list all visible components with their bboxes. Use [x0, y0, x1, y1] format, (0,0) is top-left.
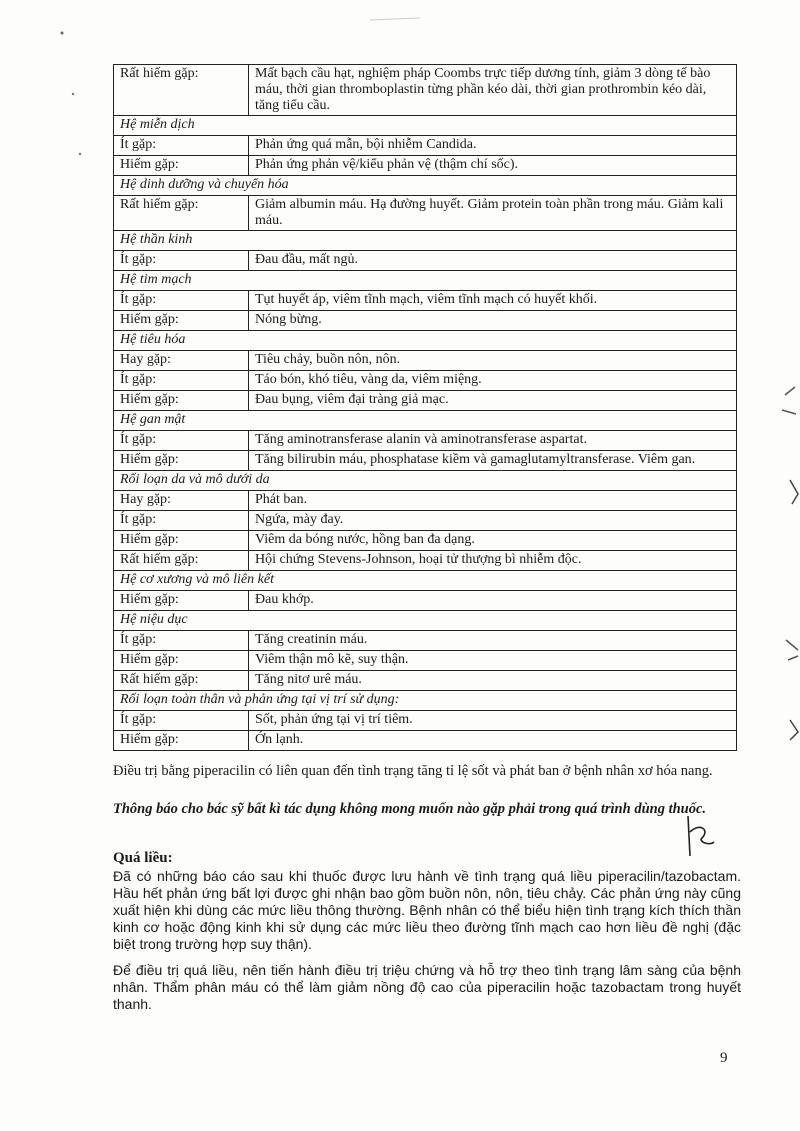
table-section-row: [114, 231, 737, 251]
section-title: Rối loạn da và mô dưới da: [114, 471, 737, 491]
frequency-cell: Ít gặp:: [114, 291, 249, 311]
section-title: Hệ tiêu hóa: [114, 331, 737, 351]
table-row: [114, 156, 737, 176]
table-section-row: [114, 176, 737, 196]
effect-description-cell: Mất bạch cầu hạt, nghiệm pháp Coombs trực tiếp dương tính, giảm 3 dòng tế bào máu, thời gian thromboplastin từng phần kéo dài, thời gian prothrombin kéo dài, tăng tiểu cầu.: [249, 65, 737, 116]
table-row: [114, 731, 737, 751]
frequency-cell: Hay gặp:: [114, 351, 249, 371]
table-section-row: [114, 611, 737, 631]
adverse-effects-table: [113, 64, 737, 751]
effect-description-cell: Tụt huyết áp, viêm tĩnh mạch, viêm tĩnh mạch có huyết khối.: [249, 291, 737, 311]
section-title: Hệ tim mạch: [114, 271, 737, 291]
frequency-cell: Rất hiếm gặp:: [114, 551, 249, 571]
table-section-row: [114, 471, 737, 491]
table-section-row: [114, 691, 737, 711]
table-row: [114, 591, 737, 611]
effect-description-cell: Phát ban.: [249, 491, 737, 511]
table-row: [114, 196, 737, 231]
effect-description-cell: Đau khớp.: [249, 591, 737, 611]
signature-mark: [680, 812, 720, 862]
frequency-cell: Rất hiếm gặp:: [114, 65, 249, 116]
table-row: [114, 371, 737, 391]
note-cystic-fibrosis: Điều trị bằng piperacilin có liên quan đến tình trạng tăng tỉ lệ sốt và phát ban ở bệnh nhân xơ hóa nang.: [113, 763, 713, 779]
note-report-doctor: Thông báo cho bác sỹ bất kì tác dụng không mong muốn nào gặp phải trong quá trình dùng thuốc.: [113, 801, 707, 817]
table-row: [114, 431, 737, 451]
frequency-cell: Ít gặp:: [114, 251, 249, 271]
page-number: 9: [720, 1050, 728, 1066]
table-section-row: [114, 411, 737, 431]
frequency-cell: Hiếm gặp:: [114, 531, 249, 551]
frequency-cell: Hay gặp:: [114, 491, 249, 511]
frequency-cell: Hiếm gặp:: [114, 591, 249, 611]
table-section-row: [114, 271, 737, 291]
effect-description-cell: Tăng nitơ urê máu.: [249, 671, 737, 691]
table-row: [114, 551, 737, 571]
section-title: Hệ gan mật: [114, 411, 737, 431]
frequency-cell: Ít gặp:: [114, 511, 249, 531]
section-title: Rối loạn toàn thân và phản ứng tại vị trí sử dụng:: [114, 691, 737, 711]
frequency-cell: Rất hiếm gặp:: [114, 196, 249, 231]
frequency-cell: Ít gặp:: [114, 371, 249, 391]
effect-description-cell: Tăng aminotransferase alanin và aminotransferase aspartat.: [249, 431, 737, 451]
section-title: Hệ niệu dục: [114, 611, 737, 631]
adverse-effects-table-body: [114, 65, 737, 751]
frequency-cell: Ít gặp:: [114, 431, 249, 451]
table-row: [114, 491, 737, 511]
table-section-row: [114, 571, 737, 591]
table-row: [114, 451, 737, 471]
frequency-cell: Hiếm gặp:: [114, 391, 249, 411]
overdose-heading: Quá liều:: [113, 850, 173, 866]
overdose-paragraph-1: Đã có những báo cáo sau khi thuốc được lưu hành về tình trạng quá liều piperacilin/tazobactam. Hầu hết phản ứng bất lợi được ghi nhận bao gồm buồn nôn, nôn, tiêu chảy. Các phản ứng này cũng xuất hiện khi dùng các mức liều thông thường. Bệnh nhân có thể biểu hiện tình trạng kích thích thần kinh cơ hoặc động kinh khi sử dụng các mức liều theo đường tĩnh mạch cao hơn liều đề nghị (đặc biệt trong trường hợp suy thận).: [113, 868, 741, 952]
overdose-paragraph-2: Để điều trị quá liều, nên tiến hành điều trị triệu chứng và hỗ trợ theo tình trạng lâm sàng của bệnh nhân. Thẩm phân máu có thể làm giảm nồng độ cao của piperacilin hoặc tazobactam trong huyết thanh.: [113, 962, 741, 1012]
effect-description-cell: Đau bụng, viêm đại tràng giả mạc.: [249, 391, 737, 411]
section-title: Hệ miễn dịch: [114, 116, 737, 136]
effect-description-cell: Ngứa, mày đay.: [249, 511, 737, 531]
table-row: [114, 651, 737, 671]
effect-description-cell: Táo bón, khó tiêu, vàng da, viêm miệng.: [249, 371, 737, 391]
table-row: [114, 65, 737, 116]
effect-description-cell: Tăng bilirubin máu, phosphatase kiềm và gamaglutamyltransferase. Viêm gan.: [249, 451, 737, 471]
frequency-cell: Rất hiếm gặp:: [114, 671, 249, 691]
frequency-cell: Hiếm gặp:: [114, 651, 249, 671]
effect-description-cell: Ớn lạnh.: [249, 731, 737, 751]
frequency-cell: Hiếm gặp:: [114, 156, 249, 176]
frequency-cell: Ít gặp:: [114, 711, 249, 731]
table-row: [114, 671, 737, 691]
effect-description-cell: Nóng bừng.: [249, 311, 737, 331]
table-section-row: [114, 116, 737, 136]
effect-description-cell: Sốt, phản ứng tại vị trí tiêm.: [249, 711, 737, 731]
section-title: Hệ thần kinh: [114, 231, 737, 251]
frequency-cell: Hiếm gặp:: [114, 451, 249, 471]
table-row: [114, 711, 737, 731]
effect-description-cell: Tiêu chảy, buồn nôn, nôn.: [249, 351, 737, 371]
table-row: [114, 511, 737, 531]
frequency-cell: Hiếm gặp:: [114, 731, 249, 751]
effect-description-cell: Phản ứng quá mẫn, bội nhiễm Candida.: [249, 136, 737, 156]
table-row: [114, 311, 737, 331]
table-section-row: [114, 331, 737, 351]
table-row: [114, 531, 737, 551]
table-row: [114, 631, 737, 651]
table-row: [114, 136, 737, 156]
effect-description-cell: Hội chứng Stevens-Johnson, hoại tử thượng bì nhiễm độc.: [249, 551, 737, 571]
table-row: [114, 351, 737, 371]
effect-description-cell: Tăng creatinin máu.: [249, 631, 737, 651]
table-row: [114, 391, 737, 411]
effect-description-cell: Giảm albumin máu. Hạ đường huyết. Giảm protein toàn phần trong máu. Giảm kali máu.: [249, 196, 737, 231]
effect-description-cell: Phản ứng phản vệ/kiểu phản vệ (thậm chí sốc).: [249, 156, 737, 176]
effect-description-cell: Đau đầu, mất ngủ.: [249, 251, 737, 271]
frequency-cell: Hiếm gặp:: [114, 311, 249, 331]
section-title: Hệ dinh dưỡng và chuyển hóa: [114, 176, 737, 196]
effect-description-cell: Viêm thận mô kẽ, suy thận.: [249, 651, 737, 671]
table-row: [114, 251, 737, 271]
section-title: Hệ cơ xương và mô liên kết: [114, 571, 737, 591]
effect-description-cell: Viêm da bóng nước, hồng ban đa dạng.: [249, 531, 737, 551]
table-row: [114, 291, 737, 311]
frequency-cell: Ít gặp:: [114, 136, 249, 156]
frequency-cell: Ít gặp:: [114, 631, 249, 651]
